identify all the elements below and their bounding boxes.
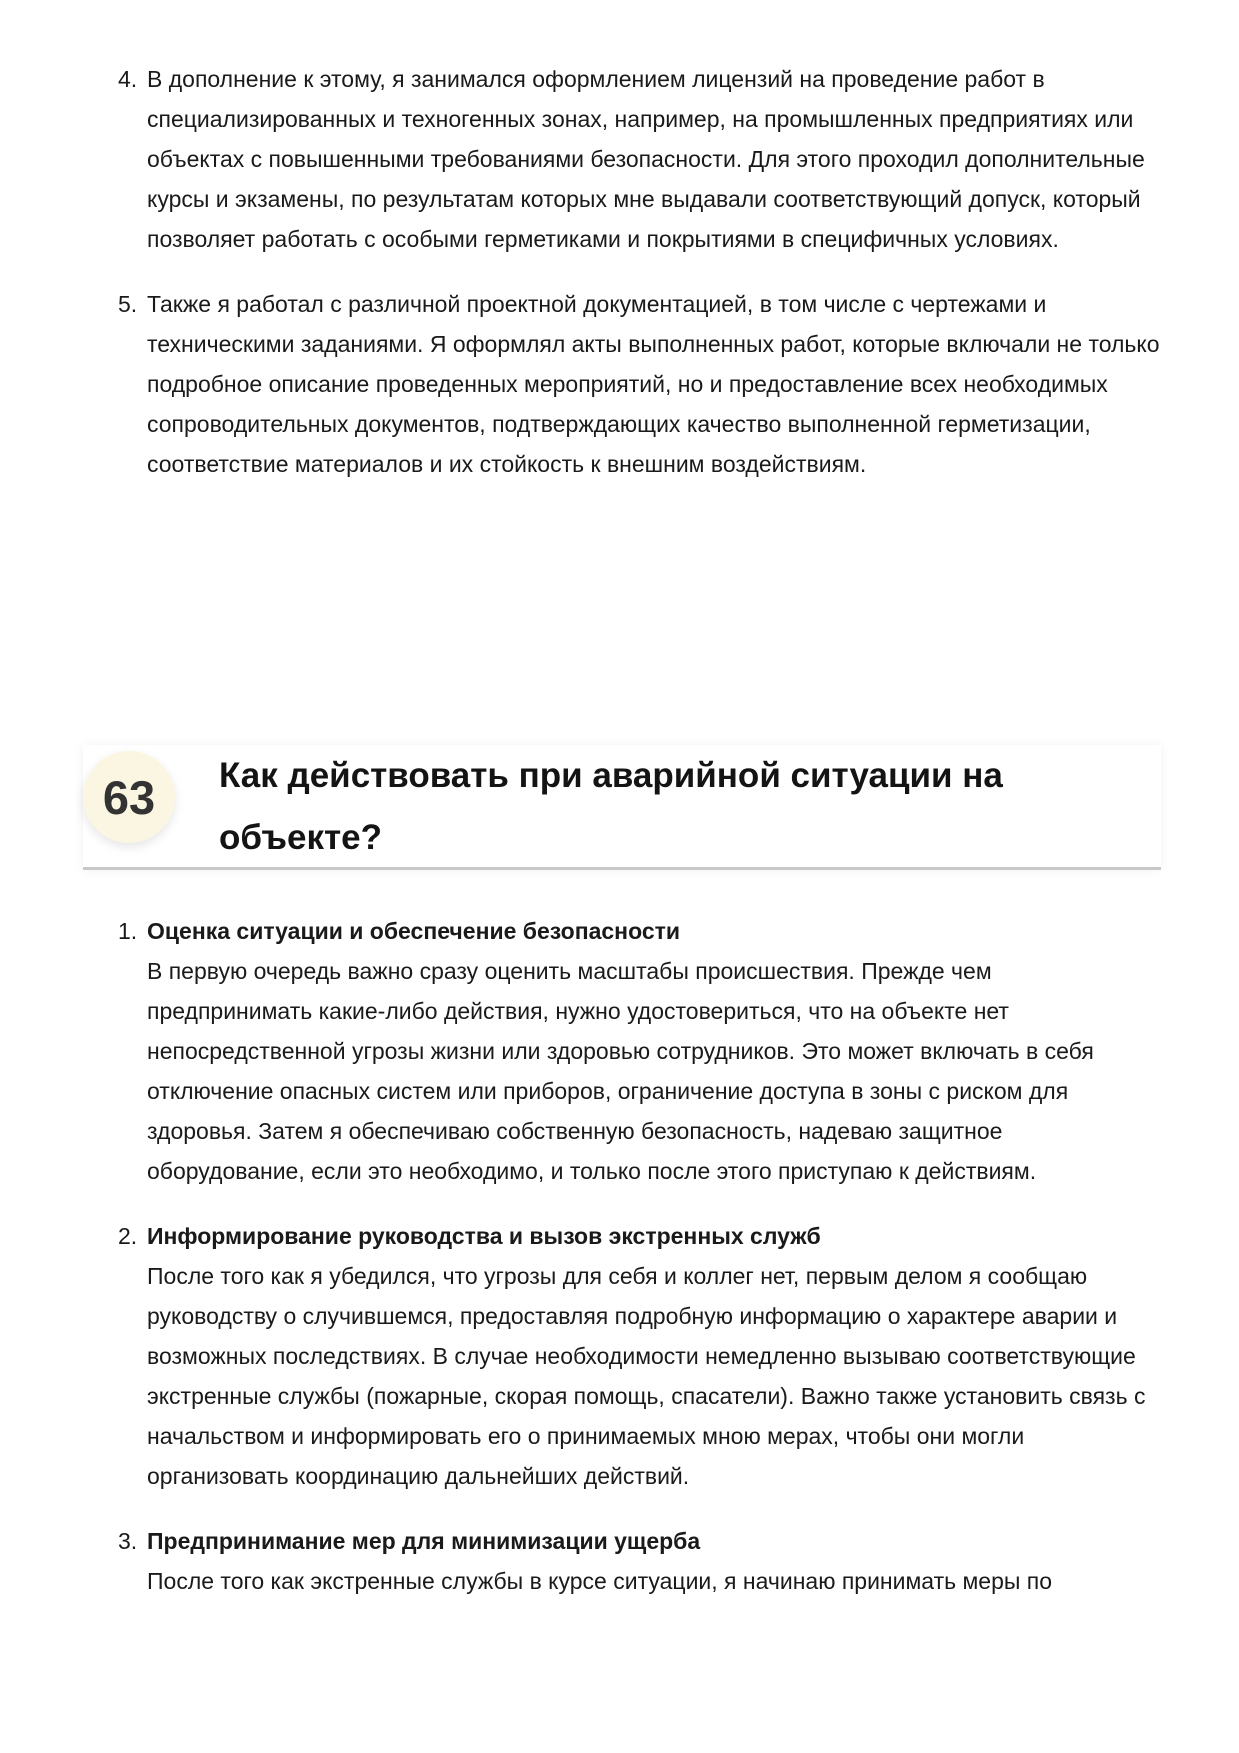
list-item xyxy=(100,1216,1160,1496)
list-item-number: 5. xyxy=(118,291,138,317)
list-item-title: Предпринимание мер для минимизации ущерба xyxy=(147,1528,701,1554)
list-item xyxy=(100,911,1160,1191)
list-item xyxy=(100,1521,1160,1601)
list-item-text: После того как экстренные службы в курсе ситуации, я начинаю принимать меры по xyxy=(147,1568,1053,1594)
list-item xyxy=(100,284,1160,484)
list-item-text: Также я работал с различной проектной документацией, в том числе с чертежами и техническими заданиями. Я оформлял акты выполненных работ, которые включали не только подробное описание проведенных мероприятий, но и предоставление всех необходимых сопроводительных документов, подтверждающих качество выполненной герметизации, соответствие материалов и их стойкость к внешним воздействиям. xyxy=(147,291,1160,477)
section-number-badge: 63 xyxy=(83,751,175,843)
section-header xyxy=(83,745,1161,870)
list-item-title: Оценка ситуации и обеспечение безопасности xyxy=(147,918,681,944)
list-item-text: После того как я убедился, что угрозы для себя и коллег нет, первым делом я сообщаю руководству о случившемся, предоставляя подробную информацию о характере аварии и возможных последствиях. В случае необходимости немедленно вызываю соответствующие экстренные службы (пожарные, скорая помощь, спасатели). Важно также установить связь с начальством и информировать его о принимаемых мною мерах, чтобы они могли организовать координацию дальнейших действий. xyxy=(147,1263,1146,1489)
list-item-text: В первую очередь важно сразу оценить масштабы происшествия. Прежде чем предпринимать какие-либо действия, нужно удостовериться, что на объекте нет непосредственной угрозы жизни или здоровью сотрудников. Это может включать в себя отключение опасных систем или приборов, ограничение доступа в зоны с риском для здоровья. Затем я обеспечиваю собственную безопасность, надеваю защитное оборудование, если это необходимо, и только после этого приступаю к действиям. xyxy=(147,958,1094,1184)
section-title: Как действовать при аварийной ситуации на объекте? xyxy=(219,756,1003,857)
list-item-number: 4. xyxy=(118,66,138,92)
top-numbered-list xyxy=(100,59,1160,509)
list-item-number: 1. xyxy=(118,918,138,944)
list-item-text: В дополнение к этому, я занимался оформлением лицензий на проведение работ в специализированных и техногенных зонах, например, на промышленных предприятиях или объектах с повышенными требованиями безопасности. Для этого проходил дополнительные курсы и экзамены, по результатам которых мне выдавали соответствующий допуск, который позволяет работать с особыми герметиками и покрытиями в специфичных условиях. xyxy=(147,66,1145,252)
list-item xyxy=(100,59,1160,259)
list-item-number: 3. xyxy=(118,1528,138,1554)
list-item-number: 2. xyxy=(118,1223,138,1249)
list-item-title: Информирование руководства и вызов экстренных служб xyxy=(147,1223,821,1249)
bottom-numbered-list xyxy=(100,911,1160,1626)
